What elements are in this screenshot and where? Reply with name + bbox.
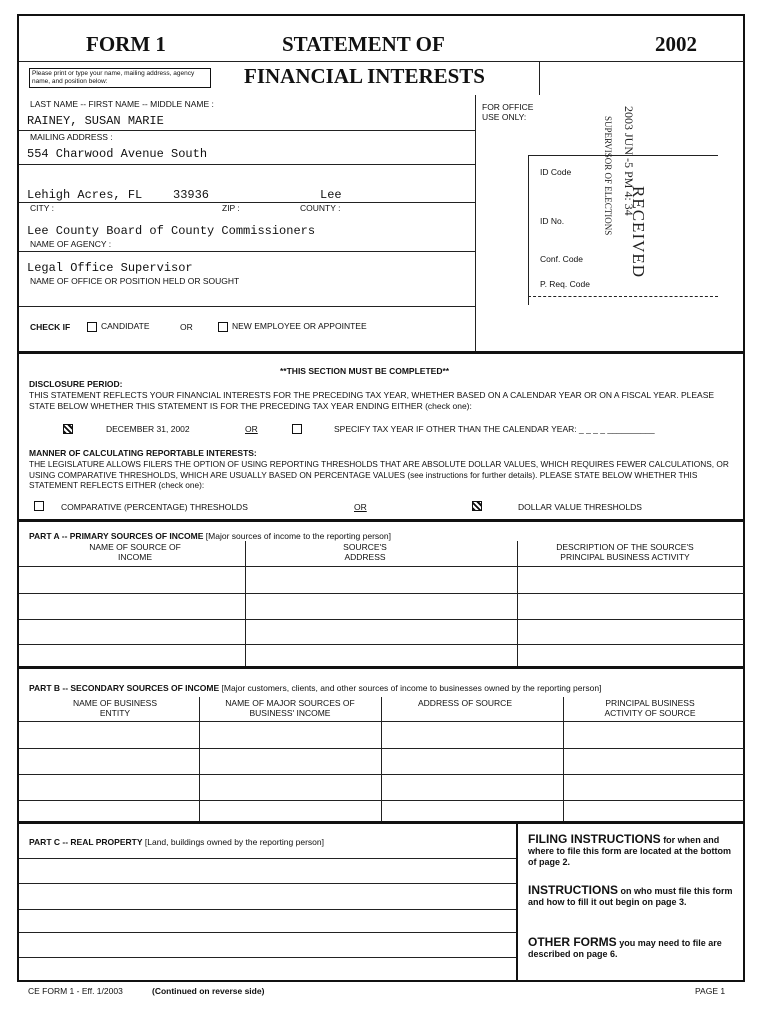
- part-a-col-rule: [245, 541, 246, 666]
- mailing-label: MAILING ADDRESS :: [30, 132, 113, 142]
- part-a-title: PART A -- PRIMARY SOURCES OF INCOME: [29, 531, 204, 541]
- section-rule: [17, 351, 745, 354]
- or-underlined: OR: [245, 424, 258, 434]
- or-label: OR: [180, 322, 193, 332]
- disclosure-period-title: DISCLOSURE PERIOD:: [29, 379, 123, 389]
- disclosure-period-text: THIS STATEMENT REFLECTS YOUR FINANCIAL INTERESTS FOR THE PRECEDING TAX YEAR, WHETHER BASED ON A CALENDAR YEAR OR ON A FISCAL YEAR. PLEASE STATE BELOW WHETHER THIS STATEMENT IS FOR THE PRECEDING TAX YEAR ENDING EITHER (check one):: [29, 390, 715, 411]
- part-b-row-rule: [19, 721, 744, 722]
- section-rule: [17, 821, 745, 824]
- specify-label: SPECIFY TAX YEAR IF OTHER THAN THE CALENDAR YEAR: _ _ _ _ __________: [334, 424, 655, 434]
- part-b-title: PART B -- SECONDARY SOURCES OF INCOME: [29, 683, 220, 693]
- part-c-row-rule: [19, 932, 516, 933]
- zip-label: ZIP :: [222, 203, 240, 213]
- part-c-row-rule: [19, 909, 516, 910]
- dec31-checkbox-checked[interactable]: [63, 424, 73, 434]
- position-label: NAME OF OFFICE OR POSITION HELD OR SOUGHT: [30, 276, 240, 286]
- part-a-col-name: NAME OF SOURCE OF INCOME: [89, 542, 181, 562]
- office-divider: [475, 95, 476, 351]
- filing-instructions-head: FILING INSTRUCTIONS: [528, 832, 661, 846]
- agency-label: NAME OF AGENCY :: [30, 239, 112, 249]
- comparative-label: COMPARATIVE (PERCENTAGE) THRESHOLDS: [61, 502, 248, 512]
- part-b-col-rule: [199, 697, 200, 821]
- part-b-row-rule: [19, 800, 744, 801]
- part-b-col-address: ADDRESS OF SOURCE: [418, 698, 512, 708]
- part-a-row-rule: [19, 644, 744, 645]
- zip-value[interactable]: 33936: [173, 188, 210, 202]
- part-a-col-rule: [517, 541, 518, 666]
- new-employee-label: NEW EMPLOYEE OR APPOINTEE: [232, 321, 367, 331]
- specify-checkbox[interactable]: [292, 424, 302, 434]
- other-forms-text: you may need to file are described on page 6.: [528, 938, 722, 959]
- part-c-title: PART C -- REAL PROPERTY: [29, 837, 143, 847]
- instructions-head: INSTRUCTIONS: [528, 883, 618, 897]
- mailing-value[interactable]: 554 Charwood Avenue South: [27, 147, 208, 161]
- part-c-title-row: [29, 837, 324, 847]
- dollar-option[interactable]: [472, 500, 486, 511]
- dollar-checkbox-checked[interactable]: [472, 501, 482, 511]
- header-rule: [19, 61, 539, 62]
- candidate-option[interactable]: [87, 321, 150, 332]
- new-employee-option[interactable]: [218, 321, 367, 332]
- rule: [19, 306, 475, 307]
- office-use-title-1: FOR OFFICE: [482, 102, 534, 112]
- page-number: PAGE 1: [695, 986, 726, 996]
- part-b-title-row: [29, 683, 601, 693]
- rule: [19, 130, 475, 131]
- office-field-rule: [528, 296, 718, 297]
- rule: [19, 251, 475, 252]
- statement-title-line1: STATEMENT OF: [282, 32, 445, 56]
- dollar-label: DOLLAR VALUE THRESHOLDS: [518, 502, 642, 512]
- candidate-checkbox[interactable]: [87, 322, 97, 332]
- supervisor-stamp: SUPERVISOR OF ELECTIONS: [603, 116, 613, 236]
- id-no-label: ID No.: [540, 216, 565, 226]
- agency-value[interactable]: Lee County Board of County Commissioners: [27, 224, 316, 238]
- print-instruction: Please print or type your name, mailing address, agency name, and position below:: [29, 68, 211, 88]
- filing-instructions: [528, 834, 734, 868]
- section-rule: [17, 666, 745, 669]
- position-value[interactable]: Legal Office Supervisor: [27, 261, 193, 275]
- specify-option[interactable]: [292, 423, 306, 434]
- part-a-subtitle: [Major sources of income to the reporting person]: [205, 531, 391, 541]
- part-b-subtitle: [Major customers, clients, and other sources of income to businesses owned by the reporting person]: [221, 683, 602, 693]
- part-a-col-activity: DESCRIPTION OF THE SOURCE'S PRINCIPAL BUSINESS ACTIVITY: [556, 542, 694, 562]
- form-id: CE FORM 1 - Eff. 1/2003: [28, 986, 123, 996]
- part-a-row-rule: [19, 566, 744, 567]
- header-rule-right: [539, 61, 744, 62]
- rule: [19, 202, 475, 203]
- rule: [19, 164, 475, 165]
- instructions-divider: [516, 821, 518, 981]
- statement-title-line2: FINANCIAL INTERESTS: [244, 64, 485, 88]
- office-use-title-2: USE ONLY:: [482, 112, 527, 122]
- part-b-col-entity: NAME OF BUSINESS ENTITY: [72, 698, 158, 718]
- dec31-label: DECEMBER 31, 2002: [106, 424, 190, 434]
- who-must-file-instructions: [528, 885, 734, 908]
- part-b-col-rule: [563, 697, 564, 821]
- part-a-col-address: SOURCE'S ADDRESS: [343, 542, 387, 562]
- part-b-col-sources: NAME OF MAJOR SOURCES OF BUSINESS' INCOME: [225, 698, 355, 718]
- city-value[interactable]: Lehigh Acres, FL: [27, 188, 143, 202]
- part-b-col-rule: [381, 697, 382, 821]
- county-label: COUNTY :: [300, 203, 341, 213]
- other-forms-head: OTHER FORMS: [528, 935, 617, 949]
- p-req-code-label: P. Req. Code: [540, 279, 590, 289]
- instructions-text: on who must file this form and how to fill it out begin on page 3.: [528, 886, 733, 907]
- candidate-label: CANDIDATE: [101, 321, 150, 331]
- part-a-row-rule: [19, 619, 744, 620]
- other-forms-note: [528, 937, 734, 960]
- manner-text: THE LEGISLATURE ALLOWS FILERS THE OPTION OF USING REPORTING THRESHOLDS THAT ARE ABSOLUTE DOLLAR VALUES, WHICH REQUIRES FEWER CALCULATIONS, OR USING COMPARATIVE THRESHOLDS, WHICH ARE USUALLY BASED ON PERCENTAGE VALUES (see instructions for further details). PLEASE STATE BELOW WHETHER THIS STATEMENT REFLECTS EITHER (check one):: [29, 459, 729, 490]
- name-value[interactable]: RAINEY, SUSAN MARIE: [27, 114, 164, 128]
- manner-title: MANNER OF CALCULATING REPORTABLE INTERESTS:: [29, 448, 257, 458]
- received-date-stamp: 2003 JUN -5 PM 4: 34: [622, 106, 636, 216]
- new-employee-checkbox[interactable]: [218, 322, 228, 332]
- comparative-option[interactable]: [34, 500, 48, 511]
- office-field-rule: [528, 155, 529, 305]
- or-underlined-2: OR: [354, 502, 367, 512]
- filing-instructions-text: for when and where to file this form are located at the bottom of page 2.: [528, 835, 732, 867]
- form-title: FORM 1: [86, 32, 166, 56]
- part-b-row-rule: [19, 774, 744, 775]
- part-c-row-rule: [19, 883, 516, 884]
- form-year: 2002: [655, 32, 697, 56]
- part-c-row-rule: [19, 858, 516, 859]
- continued-note: (Continued on reverse side): [152, 986, 265, 996]
- county-value[interactable]: Lee: [320, 188, 342, 202]
- header-rule-v: [539, 61, 540, 95]
- received-stamp: RECEIVED: [629, 186, 648, 279]
- part-b-col-activity: PRINCIPAL BUSINESS ACTIVITY OF SOURCE: [604, 698, 696, 718]
- name-label: LAST NAME -- FIRST NAME -- MIDDLE NAME :: [30, 99, 214, 109]
- city-label: CITY :: [30, 203, 54, 213]
- comparative-checkbox[interactable]: [34, 501, 44, 511]
- id-code-label: ID Code: [540, 167, 572, 177]
- check-if-label: CHECK IF: [30, 322, 71, 332]
- part-c-subtitle: [Land, buildings owned by the reporting person]: [144, 837, 324, 847]
- conf-code-label: Conf. Code: [540, 254, 583, 264]
- section-rule: [17, 519, 745, 522]
- part-c-row-rule: [19, 957, 516, 958]
- part-a-title-row: [29, 531, 391, 541]
- part-b-row-rule: [19, 748, 744, 749]
- dec31-option[interactable]: [63, 423, 77, 434]
- part-a-row-rule: [19, 593, 744, 594]
- must-complete-note: **THIS SECTION MUST BE COMPLETED**: [280, 366, 450, 376]
